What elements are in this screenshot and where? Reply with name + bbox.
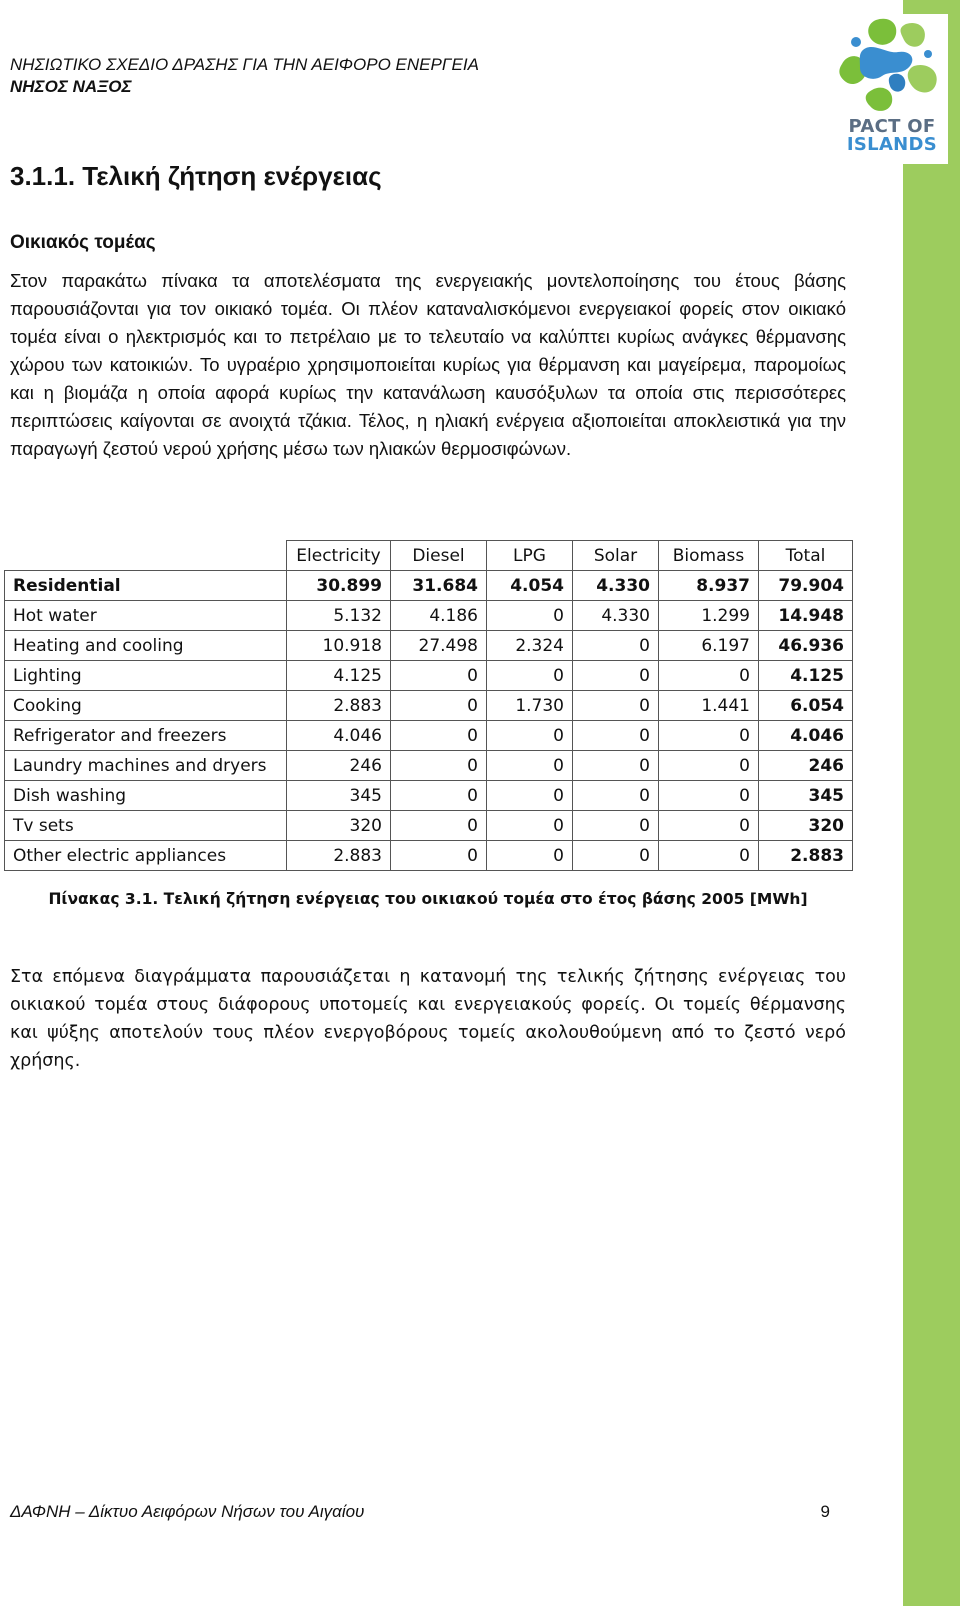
table-cell: 0 [487,781,573,811]
table-cell: 345 [287,781,391,811]
table-cell: 0 [391,781,487,811]
table-cell: 0 [659,841,759,871]
document-header [10,54,479,98]
table-cell: 0 [391,751,487,781]
table-cell: 1.730 [487,691,573,721]
table-cell: 2.324 [487,631,573,661]
subsection-title: Οικιακός τομέας [10,232,156,253]
row-label: Dish washing [5,781,287,811]
table-cell: 6.197 [659,631,759,661]
table-cell: 320 [759,811,853,841]
column-header: LPG [487,541,573,571]
table-cell: 0 [659,721,759,751]
column-header: Solar [573,541,659,571]
followup-paragraph: Στα επόμενα διαγράμματα παρουσιάζεται η κατανομή της τελικής ζήτησης ενέργειας του οικιακού τομέα στους διάφορους υποτομείς και ενεργειακούς φορείς. Οι τομείς θέρμανσης και ψύξης αποτελούν τους πλέον ενεργοβόρους τομείς ακολουθούμενη από το ζεστό νερό χρήσης. [10,967,846,1071]
table-cell: 0 [659,781,759,811]
table-cell: 0 [487,721,573,751]
table-cell: 0 [573,841,659,871]
row-label: Hot water [5,601,287,631]
row-label: Other electric appliances [5,841,287,871]
table-cell: 14.948 [759,601,853,631]
table-cell: 4.046 [759,721,853,751]
table-cell: 246 [759,751,853,781]
page-number: 9 [820,1502,830,1521]
table-row [5,781,853,811]
table-cell: 4.330 [573,571,659,601]
table-cell: 0 [487,811,573,841]
table-cell: 4.046 [287,721,391,751]
table-cell: 0 [659,661,759,691]
page-footer [10,1502,830,1522]
table-cell: 2.883 [287,841,391,871]
footer-text: ΔΑΦΝΗ – Δίκτυο Αειφόρων Νήσων του Αιγαίου [10,1502,365,1521]
logo-text-line2: ISLANDS [846,134,938,155]
row-label: Lighting [5,661,287,691]
row-label: Laundry machines and dryers [5,751,287,781]
column-header: Electricity [287,541,391,571]
table-cell: 0 [487,661,573,691]
table-cell: 0 [391,841,487,871]
row-label: Heating and cooling [5,631,287,661]
table-row [5,601,853,631]
energy-demand-table [4,540,853,871]
table-cell: 0 [391,811,487,841]
section-title: 3.1.1. Τελική ζήτηση ενέργειας [10,161,382,191]
table-row [5,661,853,691]
table-cell: 0 [573,631,659,661]
table-row [5,571,853,601]
row-label: Refrigerator and freezers [5,721,287,751]
table-cell: 5.132 [287,601,391,631]
side-decorative-bar [903,0,960,1606]
table-cell: 0 [659,811,759,841]
table-cell: 4.125 [287,661,391,691]
table-cell: 0 [487,601,573,631]
row-label: Residential [5,571,287,601]
column-header: Total [759,541,853,571]
table-cell: 27.498 [391,631,487,661]
table-cell: 1.299 [659,601,759,631]
row-label: Tv sets [5,811,287,841]
table-cell: 0 [573,751,659,781]
table-cell: 4.330 [573,601,659,631]
header-subtitle: ΝΗΣΟΣ ΝΑΞΟΣ [10,77,132,96]
table-cell: 2.883 [287,691,391,721]
table-cell: 0 [391,691,487,721]
table-row [5,631,853,661]
table-cell: 246 [287,751,391,781]
column-header: Biomass [659,541,759,571]
table-cell: 0 [659,751,759,781]
table-cell: 0 [573,691,659,721]
islands-emblem-icon [836,14,948,118]
table-cell: 31.684 [391,571,487,601]
table-caption: Πίνακας 3.1. Τελική ζήτηση ενέργειας του οικιακού τομέα στο έτος βάσης 2005 [MWh] [48,890,808,908]
table-cell: 0 [391,661,487,691]
table-cell: 345 [759,781,853,811]
table-cell: 4.054 [487,571,573,601]
table-corner-cell [5,541,287,571]
table-cell: 46.936 [759,631,853,661]
table-cell: 4.125 [759,661,853,691]
table-row [5,751,853,781]
table-cell: 0 [573,721,659,751]
table-cell: 4.186 [391,601,487,631]
table-cell: 0 [391,721,487,751]
table-cell: 30.899 [287,571,391,601]
table-row [5,721,853,751]
intro-paragraph: Στον παρακάτω πίνακα τα αποτελέσματα της ενεργειακής μοντελοποίησης του έτους βάσης παρουσιάζονται για τον οικιακό τομέα. Οι πλέον καταναλισκόμενοι ενεργειακοί φορείς στον οικιακό τομέα είναι ο ηλεκτρισμός και το πετρέλαιο με το τελευταίο να καλύπτει κυρίως ανάγκες θέρμανσης χώρου των κατοικιών. Το υγραέριο χρησιμοποιείται κυρίως για θέρμανση και μαγείρεμα, παρομοίως και η βιομάζα η οποία αφορά κυρίως την κατανάλωση καυσόξυλων τα οποία στις περισσότερες περιπτώσεις καίγονται σε ανοιχτά τζάκια. Τέλος, η ηλιακή ενέργεια αξιοποιείται αποκλειστικά για την παραγωγή ζεστού νερού χρήσης μέσω των ηλιακών θερμοσιφώνων. [10,270,846,459]
table-cell: 2.883 [759,841,853,871]
table-cell: 8.937 [659,571,759,601]
table-cell: 10.918 [287,631,391,661]
table-cell: 79.904 [759,571,853,601]
table-cell: 0 [573,781,659,811]
table-cell: 6.054 [759,691,853,721]
table-row [5,841,853,871]
table-cell: 0 [573,661,659,691]
pact-of-islands-logo [836,14,948,164]
header-title: ΝΗΣΙΩΤΙΚΟ ΣΧΕΔΙΟ ΔΡΑΣΗΣ ΓΙΑ ΤΗΝ ΑΕΙΦΟΡΟ ΕΝΕΡΓΕΙΑ [10,55,479,74]
table-cell: 1.441 [659,691,759,721]
table-cell: 0 [487,751,573,781]
table-cell: 0 [487,841,573,871]
row-label: Cooking [5,691,287,721]
table-cell: 320 [287,811,391,841]
column-header: Diesel [391,541,487,571]
table-header-row [5,541,853,571]
table-row [5,691,853,721]
table-cell: 0 [573,811,659,841]
logo-text-line1: PACT OF [848,116,936,137]
table-row [5,811,853,841]
